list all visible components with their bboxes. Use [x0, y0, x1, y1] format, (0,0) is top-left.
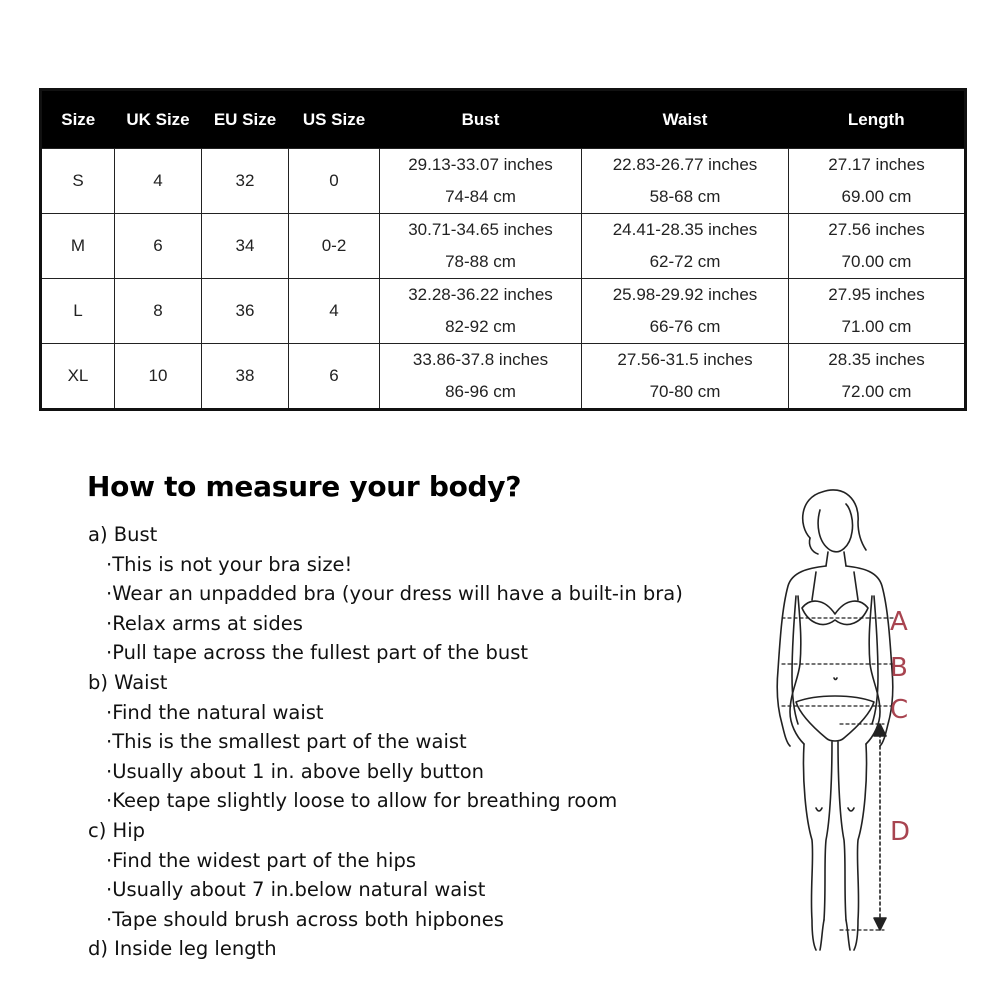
figure-bra — [802, 601, 868, 624]
figure-left-arm — [777, 566, 826, 746]
cell-waist — [582, 344, 789, 410]
cell-us-size: 0 — [289, 149, 380, 214]
cell-eu-size: 32 — [202, 149, 289, 214]
guide-tip: ·Keep tape slightly loose to allow for breathing room — [106, 789, 618, 813]
figure-face — [818, 504, 852, 552]
marker-inside-leg: D — [890, 817, 911, 847]
size-chart-table — [39, 88, 967, 411]
figure-briefs — [796, 696, 874, 741]
table-row — [41, 149, 966, 214]
cell-waist — [582, 149, 789, 214]
bust-inches: 29.13-33.07 inches — [408, 155, 553, 174]
cell-us-size: 4 — [289, 279, 380, 344]
guide-tip: ·Tape should brush across both hipbones — [106, 907, 504, 931]
marker-bust: A — [890, 607, 908, 637]
figure-inner-right-leg — [838, 742, 846, 920]
cell-bust — [380, 149, 582, 214]
cell-bust — [380, 214, 582, 279]
cell-size: L — [41, 279, 115, 344]
cell-uk-size: 10 — [115, 344, 202, 410]
guide-tip: ·This is not your bra size! — [106, 552, 353, 576]
guide-tip: ·Pull tape across the fullest part of the bust — [106, 641, 529, 665]
length-cm: 70.00 cm — [841, 252, 912, 271]
figure-left-leg — [803, 744, 824, 950]
section-heading-inside-leg: d) Inside leg length — [88, 937, 277, 961]
bust-cm: 78-88 cm — [445, 252, 516, 271]
length-inches: 27.56 inches — [828, 220, 925, 239]
guide-tip: ·Find the widest part of the hips — [106, 848, 416, 872]
cell-length — [789, 214, 966, 279]
section-heading-waist: b) Waist — [88, 670, 168, 694]
cell-uk-size: 8 — [115, 279, 202, 344]
cell-waist — [582, 279, 789, 344]
body-measurement-figure — [760, 480, 930, 970]
waist-inches: 22.83-26.77 inches — [612, 155, 758, 174]
figure-hair — [803, 490, 866, 550]
table-header-row — [41, 90, 966, 149]
header-bust: Bust — [380, 90, 582, 149]
figure-knees — [816, 808, 854, 811]
cell-uk-size: 6 — [115, 214, 202, 279]
waist-cm: 66-76 cm — [649, 317, 721, 336]
length-cm: 72.00 cm — [841, 382, 912, 401]
length-inches: 27.17 inches — [828, 155, 925, 174]
cell-eu-size: 38 — [202, 344, 289, 410]
length-inches: 28.35 inches — [828, 350, 925, 369]
figure-inner-left-leg — [824, 742, 832, 920]
figure-belly-button — [834, 678, 837, 680]
bust-inches: 30.71-34.65 inches — [408, 220, 553, 239]
figure-hair-outer — [809, 538, 818, 554]
marker-hip: C — [890, 695, 909, 725]
cell-size: XL — [41, 344, 115, 410]
waist-inches: 27.56-31.5 inches — [617, 350, 753, 369]
cell-us-size: 6 — [289, 344, 380, 410]
table-row — [41, 344, 966, 410]
bust-inches: 33.86-37.8 inches — [412, 350, 549, 369]
marker-waist: B — [890, 653, 908, 683]
bust-cm: 86-96 cm — [445, 382, 516, 401]
guide-tip: ·Relax arms at sides — [106, 611, 303, 635]
waist-cm: 62-72 cm — [649, 252, 721, 271]
length-cm: 71.00 cm — [841, 317, 912, 336]
figure-bra-straps — [812, 572, 858, 600]
cell-length — [789, 344, 966, 410]
cell-length — [789, 149, 966, 214]
guide-tip: ·Usually about 7 in.below natural waist — [106, 878, 486, 902]
guide-tip: ·Find the natural waist — [106, 700, 324, 724]
header-eu-size: EU Size — [202, 90, 289, 149]
guide-title: How to measure your body? — [87, 470, 522, 503]
table-row — [41, 214, 966, 279]
waist-cm: 58-68 cm — [649, 187, 721, 206]
cell-us-size: 0-2 — [289, 214, 380, 279]
cell-waist — [582, 214, 789, 279]
guide-tip: ·This is the smallest part of the waist — [106, 730, 467, 754]
figure-neck — [826, 552, 846, 566]
figure-right-leg — [846, 744, 867, 950]
bust-cm: 74-84 cm — [445, 187, 516, 206]
header-length: Length — [789, 90, 966, 149]
header-us-size: US Size — [289, 90, 380, 149]
header-uk-size: UK Size — [115, 90, 202, 149]
measurement-guide — [88, 520, 748, 964]
cell-length — [789, 279, 966, 344]
section-heading-hip: c) Hip — [88, 818, 145, 842]
bust-cm: 82-92 cm — [445, 317, 516, 336]
guide-tip: ·Usually about 1 in. above belly button — [106, 759, 485, 783]
table-row — [41, 279, 966, 344]
length-inches: 27.95 inches — [828, 285, 925, 304]
length-cm: 69.00 cm — [841, 187, 912, 206]
cell-bust — [380, 344, 582, 410]
cell-size: M — [41, 214, 115, 279]
inside-leg-arrow-bottom — [874, 918, 886, 930]
header-waist: Waist — [582, 90, 789, 149]
section-heading-bust: a) Bust — [88, 523, 158, 546]
header-size: Size — [41, 90, 115, 149]
waist-cm: 70-80 cm — [649, 382, 721, 401]
bust-inches: 32.28-36.22 inches — [408, 285, 553, 304]
waist-inches: 24.41-28.35 inches — [612, 220, 758, 239]
cell-eu-size: 36 — [202, 279, 289, 344]
cell-size: S — [41, 149, 115, 214]
cell-bust — [380, 279, 582, 344]
cell-eu-size: 34 — [202, 214, 289, 279]
guide-tip: ·Wear an unpadded bra (your dress will have a built-in bra) — [106, 582, 683, 606]
waist-inches: 25.98-29.92 inches — [612, 285, 758, 304]
cell-uk-size: 4 — [115, 149, 202, 214]
